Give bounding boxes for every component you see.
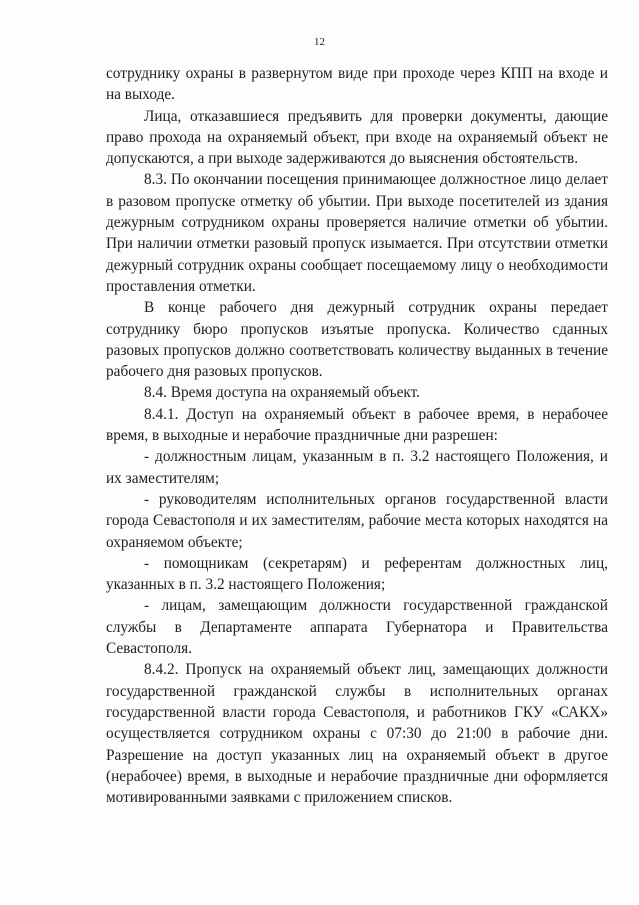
paragraph-8-4-1: 8.4.1. Доступ на охраняемый объект в рабочее время, в нерабочее время, в выходные и нерабочие праздничные дни разрешен: [106,405,608,445]
list-item-civil-servants: - лицам, замещающим должности государственной гражданской службы в Департаменте аппарата Губернатора и Правительства Севастополя. [106,597,608,658]
paragraph-refusal-rule: Лица, отказавшиеся предъявить для проверки документы, дающие право прохода на охраняемый объект, при входе на охраняемый объект не допускаются, а при выходе задерживаются до выяснения обстоятельств. [106,107,608,168]
document-body [106,63,608,808]
page-number: 12 [314,36,325,48]
paragraph-continuation: сотруднику охраны в развернутом виде при проходе через КПП на входе и на выходе. [106,65,608,104]
list-item-assistants: - помощникам (секретарям) и референтам должностных лиц, указанных в п. 3.2 настоящего Положения; [106,554,608,594]
paragraph-8-4-heading: 8.4. Время доступа на охраняемый объект. [144,384,420,402]
list-item-officials: - должностным лицам, указанным в п. 3.2 настоящего Положения, и их заместителям; [106,448,608,487]
paragraph-8-4-2: 8.4.2. Пропуск на охраняемый объект лиц, замещающих должности государственной гражданской службы в исполнительных органах государственной власти города Севастополя, и работников ГКУ «САКХ» осуществляется сотрудником охраны с 07:30 до 21:00 в рабочие дни. Разрешение на доступ указанных лиц на охраняемый объект в другое (нерабочее) время, в выходные и нерабочие праздничные дни оформляется мотивированными заявками с приложением списков. [106,661,608,807]
paragraph-end-of-day: В конце рабочего дня дежурный сотрудник охраны передает сотруднику бюро пропусков изъятые пропуска. Количество сданных разовых пропусков должно соответствовать количеству выданных в течение рабочего дня разовых пропусков. [106,299,608,381]
list-item-executives: - руководителям исполнительных органов государственной власти города Севастополя и их заместителям, рабочие места которых находятся на охраняемом объекте; [106,490,608,551]
paragraph-8-3: 8.3. По окончании посещения принимающее должностное лицо делает в разовом пропуске отметку об убытии. При выходе посетителей из здания дежурным сотрудником охраны проверяется наличие отметки об убытии. При наличии отметки разовый пропуск изымается. При отсутствии отметки дежурный сотрудник охраны сообщает посещаемому лицу о необходимости проставления отметки. [106,171,608,295]
